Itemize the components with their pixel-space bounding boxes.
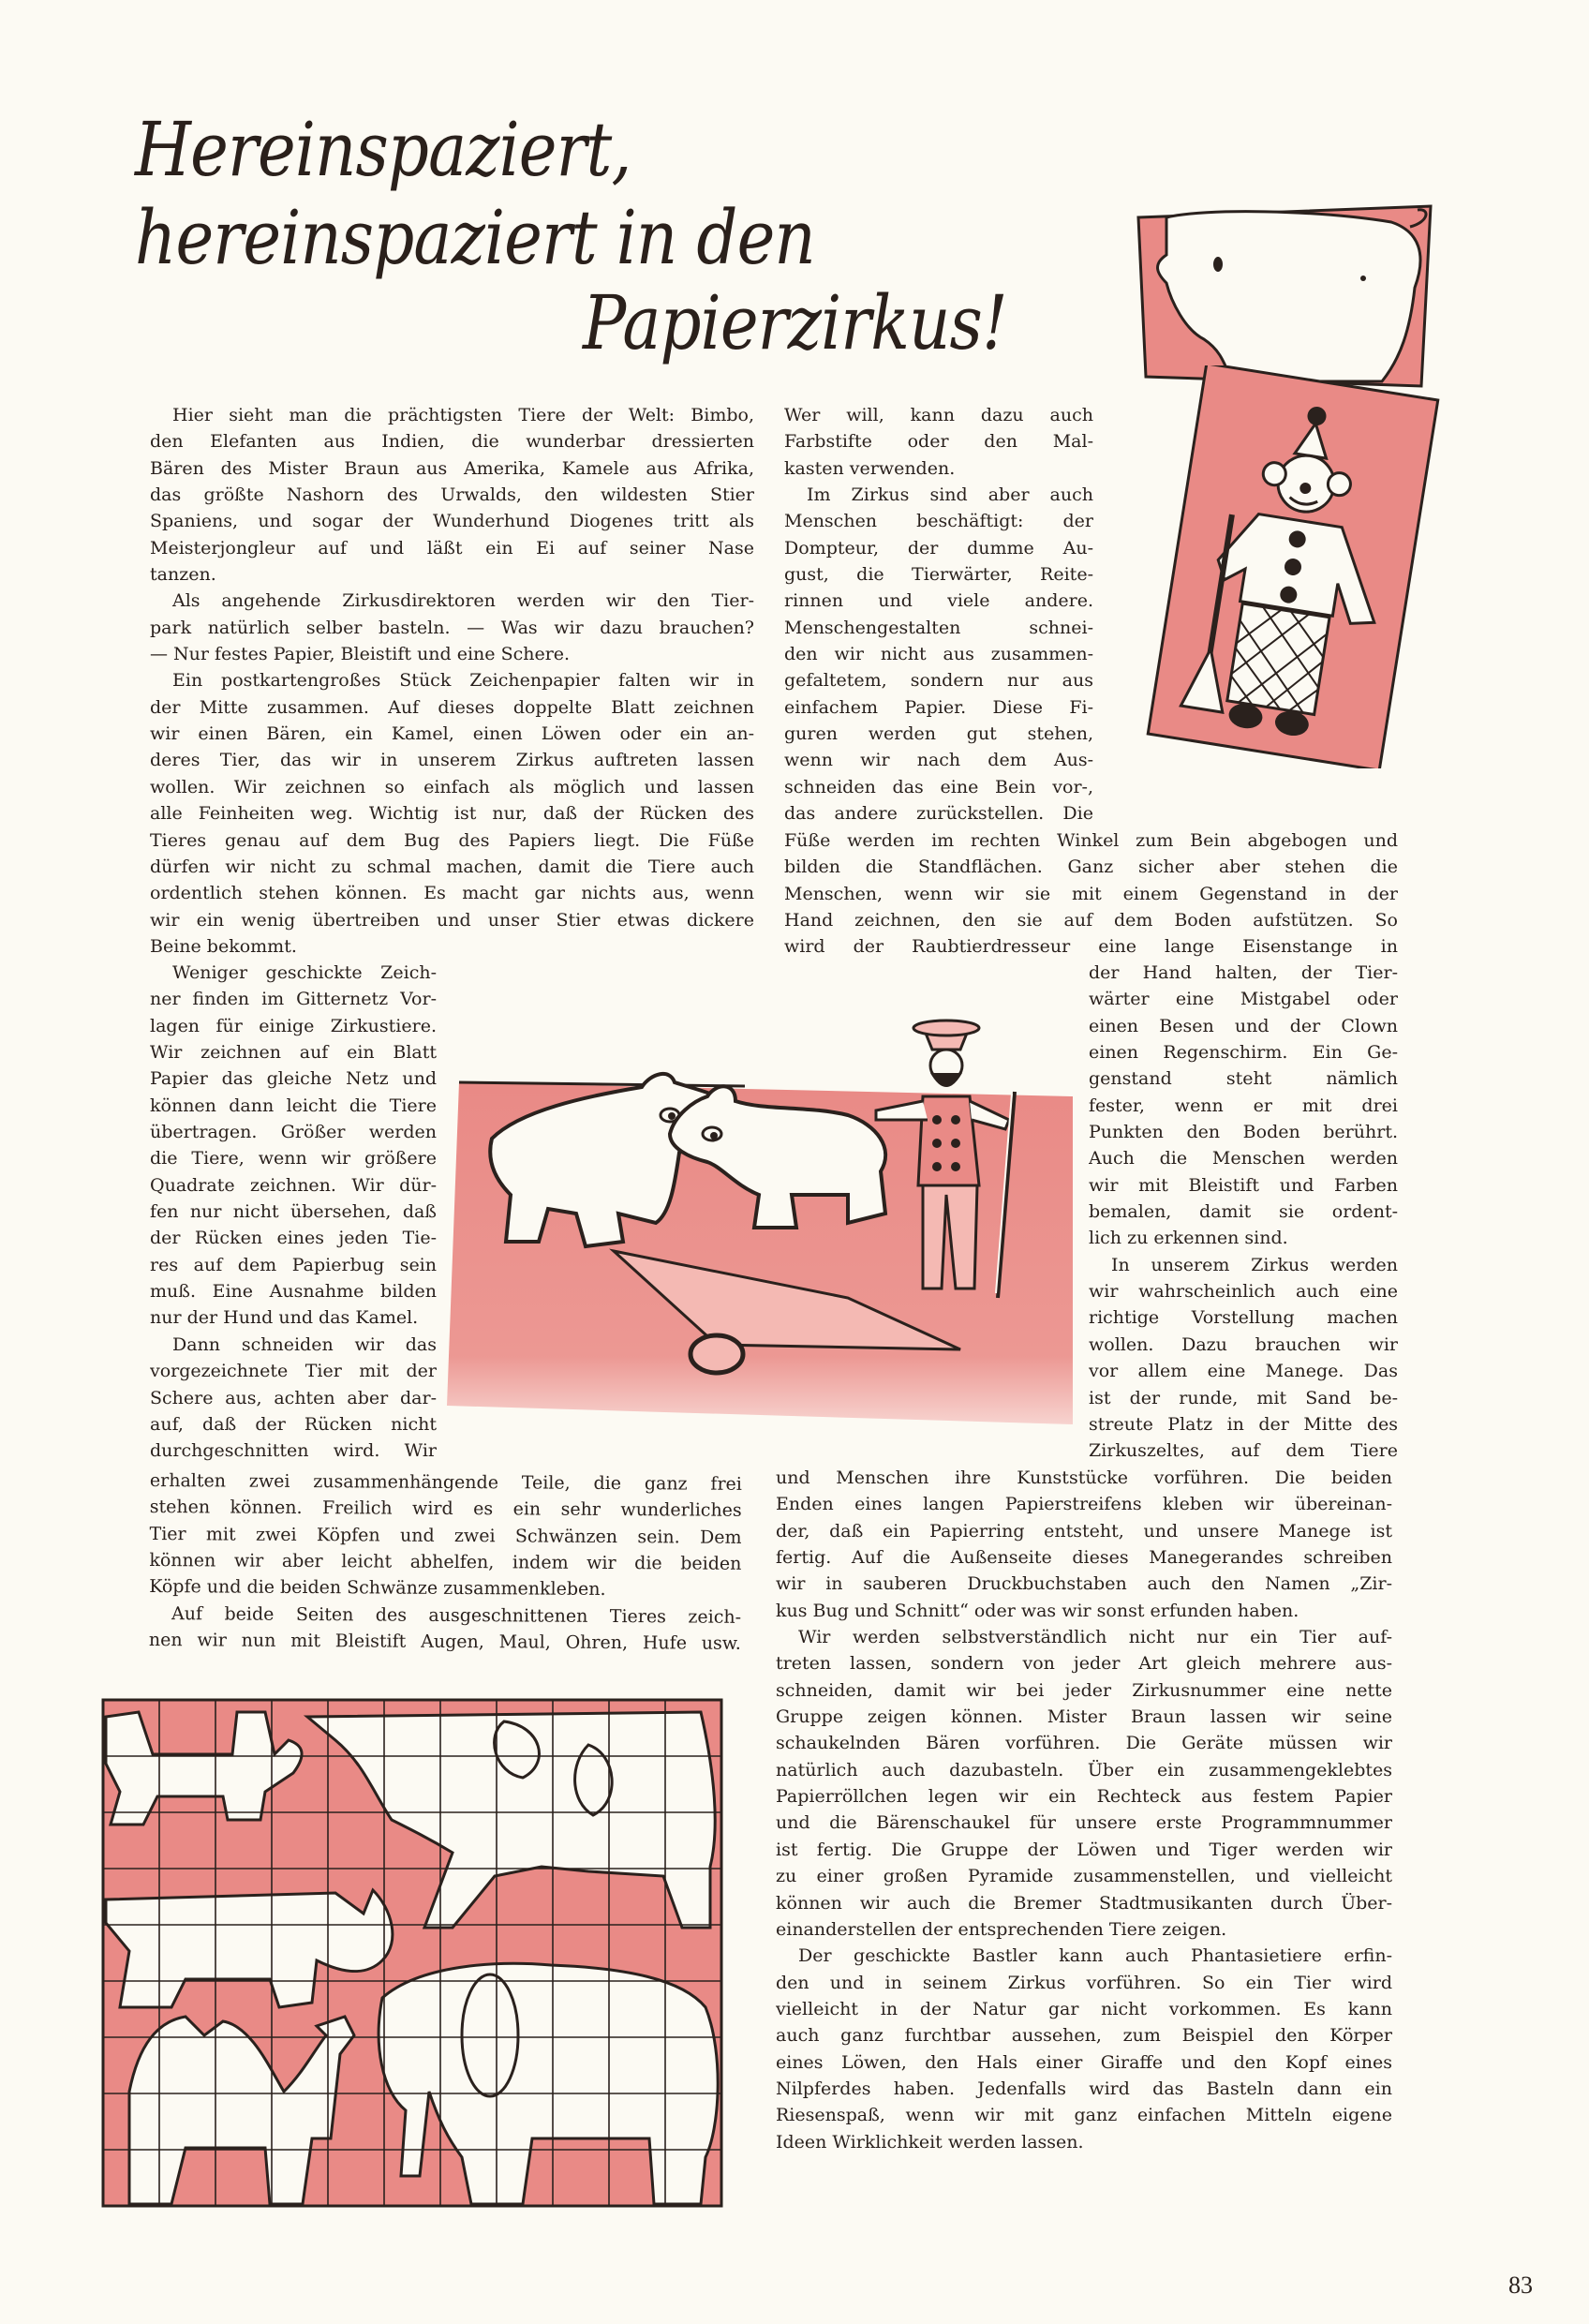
- text-line: und die Bärenschaukel für unsere erste Programmnummer: [776, 1812, 1392, 1834]
- text-block-right-bottom: [776, 1465, 1392, 2155]
- text-block-left-narrow: [150, 960, 437, 1465]
- text-line: Ein postkartengroßes Stück Zeichenpapier falten wir in: [172, 670, 754, 692]
- text-line: zu einer großen Pyramide zusammenstellen, und vielleicht: [776, 1866, 1392, 1887]
- text-line: wollen. Wir zeichnen so einfach als möglich und lassen: [150, 776, 754, 797]
- text-line: Im Zirkus sind aber auch: [807, 484, 1093, 506]
- text-line: streute Platz in der Mitte des: [1089, 1413, 1398, 1435]
- text-line: Menschengestalten schnei-: [784, 617, 1093, 638]
- text-line: Köpfe und die beiden Schwänze zusammenkleben.: [149, 1576, 606, 1601]
- text-line: Wir zeichnen auf ein Blatt: [150, 1042, 437, 1064]
- text-line: ordentlich stehen können. Es macht gar nichts aus, wenn: [150, 883, 754, 904]
- text-line: — Nur festes Papier, Bleistift und eine Schere.: [150, 644, 571, 665]
- text-line: das größte Nashorn des Urwalds, den wildesten Stier: [150, 484, 754, 506]
- text-line: Bären des Mister Braun aus Amerika, Kamele aus Afrika,: [150, 457, 754, 479]
- text-line: Auch die Menschen werden: [1089, 1148, 1398, 1169]
- text-line: dürfen wir nicht zu schmal machen, damit die Tiere auch: [150, 856, 754, 877]
- text-line: Papierröllchen legen wir ein Rechteck aus festem Papier: [776, 1786, 1392, 1808]
- text-line: auf, daß der Rücken nicht: [150, 1413, 437, 1435]
- text-line: wird der Raubtierdresseur eine lange Eisenstange in: [784, 936, 1398, 958]
- text-line: Meisterjongleur auf und läßt ein Ei auf seiner Nase: [150, 537, 754, 559]
- text-line: schneiden das eine Bein vor-,: [784, 776, 1093, 797]
- text-line: vor allem eine Manege. Das: [1089, 1361, 1398, 1382]
- text-line: genstand steht nämlich: [1089, 1068, 1398, 1090]
- text-line: Farbstifte oder den Mal-: [784, 431, 1093, 453]
- text-line: stehen können. Freilich wird es ein sehr wunderliches: [149, 1497, 742, 1522]
- text-line: Hier sieht man die prächtigsten Tiere der Welt: Bimbo,: [172, 405, 754, 425]
- text-line: Gruppe zeigen können. Mister Braun lassen wir seine: [776, 1706, 1392, 1728]
- text-line: vorgezeichnete Tier mit der: [150, 1361, 437, 1382]
- text-line: res auf dem Papierbug sein: [150, 1254, 437, 1275]
- text-line: den Elefanten aus Indien, die wunderbar dressierten: [150, 431, 754, 453]
- text-line: ner finden im Gitternetz Vor-: [150, 989, 437, 1010]
- paper-roll-icon: [691, 1335, 743, 1373]
- text-line: Spaniens, und sogar der Wunderhund Diogenes tritt als: [150, 511, 754, 532]
- text-line: einfachem Papier. Diese Fi-: [784, 696, 1093, 718]
- text-line: wärter eine Mistgabel oder: [1089, 989, 1398, 1010]
- text-line: übertragen. Größer werden: [150, 1122, 437, 1143]
- text-line: der Rücken eines jeden Tie-: [150, 1228, 437, 1249]
- text-line: fester, wenn er mit drei: [1089, 1095, 1398, 1116]
- text-line: den wir nicht aus zusammen-: [784, 644, 1093, 665]
- text-line: Riesenspaß, wenn wir mit ganz einfachen Mitteln eigene: [776, 2105, 1392, 2126]
- text-line: Punkten den Boden berührt.: [1089, 1122, 1398, 1143]
- text-line: schneiden, damit wir bei jeder Zirkusnummer eine nette: [776, 1679, 1392, 1701]
- text-line: alle Feinheiten weg. Wichtig ist nur, daß der Rücken des: [150, 803, 754, 825]
- text-line: bemalen, damit sie ordent-: [1089, 1201, 1398, 1223]
- text-line: tanzen.: [150, 564, 216, 586]
- text-line: Tieres genau auf dem Bug des Papiers liegt. Die Füße: [150, 829, 754, 851]
- article-title-line-2: hereinspaziert in den: [135, 194, 815, 281]
- text-line: und Menschen ihre Kunststücke vorführen. Die beiden: [776, 1467, 1392, 1488]
- text-line: gust, die Tierwärter, Reite-: [784, 564, 1093, 586]
- text-line: rinnen und viele andere.: [784, 590, 1093, 612]
- text-line: wir mit Bleistift und Farben: [1089, 1174, 1398, 1196]
- article-title-line-3: Papierzirkus!: [583, 279, 1007, 366]
- text-line: nur der Hund und das Kamel.: [150, 1307, 419, 1329]
- text-line: fertig. Auf die Außenseite dieses Manegerandes schreiben: [776, 1547, 1392, 1569]
- text-line: der Mitte zusammen. Auf dieses doppelte Blatt zeichnen: [150, 696, 754, 718]
- text-line: bilden die Standflächen. Ganz sicher aber stehen die: [784, 857, 1398, 878]
- page-number: 83: [1508, 2272, 1533, 2299]
- text-line: fen nur nicht übersehen, daß: [150, 1201, 437, 1223]
- text-line: nen wir nun mit Bleistift Augen, Maul, Ohren, Hufe usw.: [148, 1630, 741, 1654]
- text-block-right-top: [784, 402, 1093, 827]
- text-line: wollen. Dazu brauchen wir: [1089, 1333, 1398, 1355]
- text-line: lich zu erkennen sind.: [1089, 1228, 1288, 1249]
- text-line: wir ein wenig übertreiben und unser Stier etwas dickere: [150, 909, 754, 931]
- text-line: der Hand halten, der Tier-: [1089, 962, 1398, 983]
- text-line: park natürlich selber basteln. — Was wir dazu brauchen?: [150, 617, 754, 638]
- text-line: Ideen Wirklichkeit werden lassen.: [776, 2131, 1084, 2153]
- text-line: durchgeschnitten wird. Wir: [150, 1440, 437, 1462]
- text-line: können wir aber leicht abhelfen, indem wir die beiden: [149, 1550, 742, 1574]
- text-line: Quadrate zeichnen. Wir dür-: [150, 1174, 437, 1196]
- text-line: Füße werden im rechten Winkel zum Bein abgebogen und: [784, 830, 1398, 851]
- text-line: einen Besen und der Clown: [1089, 1015, 1398, 1036]
- text-line: erhalten zwei zusammenhängende Teile, die ganz frei: [149, 1470, 742, 1495]
- text-line: eines Löwen, den Hals einer Giraffe und den Kopf eines: [776, 2051, 1392, 2073]
- text-line: vielleicht in der Natur gar nicht vorkommen. Es kann: [776, 1998, 1392, 2019]
- text-line: natürlich auch dazubasteln. Über ein zusammengeklebtes: [776, 1759, 1392, 1780]
- text-line: Papier das gleiche Netz und: [150, 1068, 437, 1090]
- bears-seesaw-illustration: [436, 1007, 1082, 1448]
- text-block-left-top: [150, 402, 754, 960]
- text-line: deres Tier, das wir in unserem Zirkus auftreten lassen: [150, 750, 754, 771]
- text-line: einen Regenschirm. Ein Ge-: [1089, 1042, 1398, 1064]
- clown-illustration: [1138, 365, 1448, 768]
- text-line: Beine bekommt.: [150, 935, 297, 957]
- text-line: Als angehende Zirkusdirektoren werden wir den Tier-: [172, 590, 754, 612]
- text-line: Menschen beschäftigt: der: [784, 511, 1093, 532]
- text-line: lagen für einige Zirkustiere.: [150, 1015, 437, 1036]
- text-line: der, daß ein Papierring entsteht, und unsere Manege ist: [776, 1520, 1392, 1542]
- text-line: Auf beide Seiten des ausgeschnittenen Tieres zeich-: [171, 1602, 742, 1628]
- text-line: wir wahrscheinlich auch eine: [1089, 1281, 1398, 1303]
- text-line: guren werden gut stehen,: [784, 723, 1093, 745]
- text-line: Tier mit zwei Köpfen und zwei Schwänzen sein. Dem: [149, 1523, 742, 1548]
- text-line: gefaltetem, sondern nur aus: [784, 670, 1093, 692]
- pig-eye-icon: [1213, 257, 1223, 272]
- text-line: Menschen, wenn wir sie mit einem Gegenstand in der: [784, 883, 1398, 904]
- text-line: Weniger geschickte Zeich-: [172, 962, 437, 983]
- text-line: ist fertig. Die Gruppe der Löwen und Tiger werden wir: [776, 1839, 1392, 1860]
- text-line: kasten verwenden.: [784, 457, 956, 479]
- text-line: die Tiere, wenn wir größere: [150, 1148, 437, 1169]
- text-line: treten lassen, sondern von jeder Art gleich mehrere aus-: [776, 1653, 1392, 1675]
- text-line: Wer will, kann dazu auch: [784, 405, 1093, 425]
- article-title-line-1: Hereinspaziert,: [135, 106, 631, 193]
- text-line: richtige Vorstellung machen: [1089, 1307, 1398, 1329]
- text-line: kus Bug und Schnitt“ oder was wir sonst erfunden haben.: [776, 1600, 1299, 1621]
- text-line: Dompteur, der dumme Au-: [784, 537, 1093, 559]
- text-line: können wir auch die Bremer Stadtmusikanten durch Über-: [776, 1892, 1392, 1914]
- text-line: wir einen Bären, ein Kamel, einen Löwen oder ein an-: [150, 723, 754, 745]
- text-line: auch ganz furchtbar aussehen, zum Beispiel den Körper: [776, 2025, 1392, 2047]
- text-line: schaukelnden Bären vorführen. Die Geräte müssen wir: [776, 1733, 1392, 1754]
- animal-grid-template: [101, 1698, 724, 2212]
- text-line: Enden eines langen Papierstreifens kleben wir übereinan-: [776, 1494, 1392, 1515]
- text-line: In unserem Zirkus werden: [1111, 1254, 1398, 1275]
- text-line: den und in seinem Zirkus vorführen. So ein Tier wird: [776, 1972, 1392, 1993]
- text-line: Dann schneiden wir das: [172, 1333, 437, 1355]
- text-line: ist der runde, mit Sand be-: [1089, 1387, 1398, 1408]
- text-line: das andere zurückstellen. Die: [784, 803, 1093, 825]
- text-line: Der geschickte Bastler kann auch Phantasietiere erfin-: [798, 1945, 1392, 1967]
- text-block-right-narrow: [1089, 960, 1398, 1465]
- text-block-right-wide: [784, 827, 1398, 961]
- text-block-left-bottom: [149, 1467, 742, 1657]
- text-line: Hand zeichnen, den sie auf dem Boden aufstützen. So: [784, 910, 1398, 931]
- text-line: Nilpferdes haben. Jedenfalls wird das Basteln dann ein: [776, 2078, 1392, 2099]
- text-line: muß. Eine Ausnahme bilden: [150, 1281, 437, 1303]
- text-line: Wir werden selbstverständlich nicht nur ein Tier auf-: [798, 1627, 1392, 1648]
- text-line: wir in sauberen Druckbuchstaben auch den Namen „Zir-: [776, 1573, 1392, 1595]
- text-line: können dann leicht die Tiere: [150, 1095, 437, 1116]
- text-line: wenn wir nach dem Aus-: [784, 750, 1093, 771]
- text-line: einanderstellen der entsprechenden Tiere zeigen.: [776, 1918, 1227, 1940]
- text-line: Schere aus, achten aber dar-: [150, 1387, 437, 1408]
- text-line: Zirkuszeltes, auf dem Tiere: [1089, 1440, 1398, 1462]
